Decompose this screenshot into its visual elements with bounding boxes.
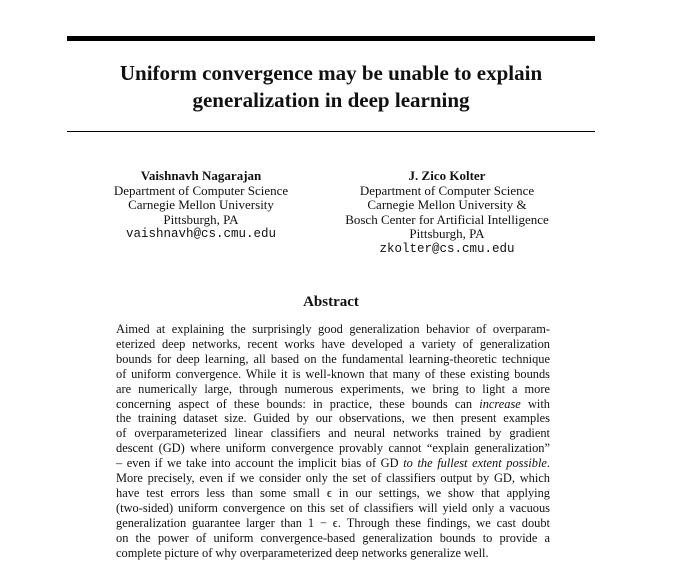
author-affiliation-line: Pittsburgh, PA xyxy=(409,226,485,242)
abstract-line: Aimed at explaining the surprisingly good generalization behavior of overparam- xyxy=(116,322,550,336)
abstract-line: of overparameterized linear classifiers and neural networks trained by gradient xyxy=(116,426,550,441)
author-email: zkolter@cs.cmu.edu xyxy=(379,241,515,256)
title-bottom-rule xyxy=(67,131,595,132)
paper-title-line-1: Uniform convergence may be unable to explain xyxy=(119,61,543,85)
author-affiliation-line: Department of Computer Science xyxy=(359,182,535,198)
abstract-line: complete picture of why overparameterized deep networks generalize well. xyxy=(116,545,489,560)
abstract-line: concerning aspect of these bounds: in practice, these bounds can increase with xyxy=(116,396,550,411)
author-affiliation-line: Department of Computer Science xyxy=(113,182,289,198)
top-rule xyxy=(67,36,595,41)
author-name: J. Zico Kolter xyxy=(408,168,486,183)
author-affiliation-line: Bosch Center for Artificial Intelligence xyxy=(345,211,549,227)
abstract-heading: Abstract xyxy=(303,294,359,310)
abstract-line: of uniform convergence. While it is well-known that many of these existing bounds xyxy=(116,366,550,381)
abstract-line: on the power of uniform convergence-based generalization bounds to provide a xyxy=(116,530,550,545)
abstract-line: bounds for deep learning, all based on the fundamental learning-theoretic technique xyxy=(116,351,550,366)
author-block-2 xyxy=(307,169,587,257)
abstract-line: the training dataset size. Guided by our observations, we then present examples xyxy=(116,411,550,426)
abstract-line: eterized deep networks, recent works have developed a variety of generalization xyxy=(116,336,550,351)
abstract-line: descent (GD) where uniform convergence provably cannot “explain generalization” xyxy=(116,441,550,456)
paper-title-line-2: generalization in deep learning xyxy=(192,88,470,112)
author-name: Vaishnavh Nagarajan xyxy=(140,168,262,183)
paper-title xyxy=(67,60,595,114)
abstract-line: have test errors less than some small ϵ in our settings, we show that applying xyxy=(116,485,550,500)
author-affiliation-line: Carnegie Mellon University xyxy=(128,197,274,213)
author-affiliation-line: Carnegie Mellon University & xyxy=(367,197,527,213)
author-email: vaishnavh@cs.cmu.edu xyxy=(125,227,277,242)
abstract-line: (two-sided) uniform convergence on this set of classifiers will yield only a vacuous xyxy=(116,500,550,515)
abstract-line: are numerically large, through numerous experiments, we bring to light a more xyxy=(116,381,550,396)
author-affiliation-line: Pittsburgh, PA xyxy=(163,211,239,227)
abstract-line: More precisely, even if we consider only the set of classifiers output by GD, which xyxy=(116,471,550,486)
abstract-line: generalization guarantee larger than 1 − ϵ. Through these findings, we cast doubt xyxy=(116,515,550,530)
author-block-1 xyxy=(61,169,341,242)
abstract-body xyxy=(116,322,550,561)
abstract-line: – even if we take into account the implicit bias of GD to the fullest extent possible. xyxy=(116,456,550,471)
